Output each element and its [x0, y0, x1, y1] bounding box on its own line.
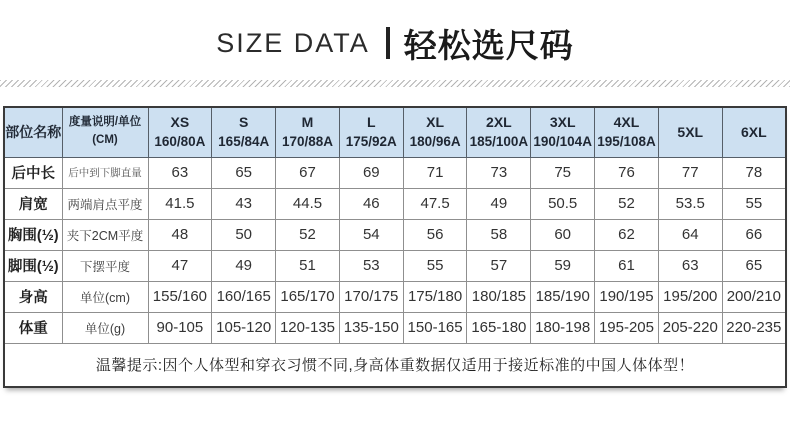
value-cell: 90-105 [148, 312, 212, 343]
size-table-body [4, 157, 786, 343]
value-cell: 41.5 [148, 188, 212, 219]
hatch-divider [0, 80, 790, 87]
title-en: SIZE DATA [216, 27, 370, 58]
value-cell: 150-165 [403, 312, 467, 343]
value-cell: 43 [212, 188, 276, 219]
value-cell: 185/190 [531, 281, 595, 312]
size-col-header: XL 180/96A [403, 107, 467, 157]
row-desc: 单位(cm) [62, 281, 148, 312]
value-cell: 62 [595, 219, 659, 250]
notice-row [4, 343, 786, 387]
size-col-header: M 170/88A [276, 107, 340, 157]
value-cell: 76 [595, 157, 659, 188]
value-cell: 77 [658, 157, 722, 188]
notice-text: 温馨提示:因个人体型和穿衣习惯不同,身高体重数据仅适用于接近标准的中国人体体型！ [4, 343, 786, 387]
value-cell: 47 [148, 250, 212, 281]
row-label: 肩宽 [4, 188, 62, 219]
value-cell: 155/160 [148, 281, 212, 312]
row-label: 体重 [4, 312, 62, 343]
value-cell: 53 [339, 250, 403, 281]
size-col-header: S 165/84A [212, 107, 276, 157]
value-cell: 49 [212, 250, 276, 281]
value-cell: 50.5 [531, 188, 595, 219]
value-cell: 49 [467, 188, 531, 219]
value-cell: 160/165 [212, 281, 276, 312]
value-cell: 205-220 [658, 312, 722, 343]
table-row [4, 281, 786, 312]
value-cell: 165/170 [276, 281, 340, 312]
measure-header-line1: 度量说明/单位 [68, 116, 142, 129]
value-cell: 64 [658, 219, 722, 250]
size-col-header: 6XL [722, 107, 786, 157]
value-cell: 180/185 [467, 281, 531, 312]
row-desc: 单位(g) [62, 312, 148, 343]
value-cell: 46 [339, 188, 403, 219]
value-cell: 47.5 [403, 188, 467, 219]
row-label: 脚围(½) [4, 250, 62, 281]
value-cell: 54 [339, 219, 403, 250]
value-cell: 53.5 [658, 188, 722, 219]
value-cell: 51 [276, 250, 340, 281]
table-row [4, 157, 786, 188]
page-header [0, 0, 790, 76]
value-cell: 55 [403, 250, 467, 281]
value-cell: 67 [276, 157, 340, 188]
title-divider-bar [386, 27, 390, 59]
value-cell: 120-135 [276, 312, 340, 343]
value-cell: 73 [467, 157, 531, 188]
value-cell: 190/195 [595, 281, 659, 312]
size-col-header: 3XL 190/104A [531, 107, 595, 157]
table-row [4, 250, 786, 281]
corner-header: 部位名称 [4, 107, 62, 157]
row-desc: 后中到下脚直量 [62, 157, 148, 188]
value-cell: 71 [403, 157, 467, 188]
value-cell: 195/200 [658, 281, 722, 312]
size-col-header: XS 160/80A [148, 107, 212, 157]
value-cell: 170/175 [339, 281, 403, 312]
measure-header-line2: (CM) [92, 134, 118, 147]
value-cell: 65 [722, 250, 786, 281]
value-cell: 50 [212, 219, 276, 250]
table-row [4, 219, 786, 250]
value-cell: 56 [403, 219, 467, 250]
row-desc: 两端肩点平度 [62, 188, 148, 219]
value-cell: 180-198 [531, 312, 595, 343]
value-cell: 195-205 [595, 312, 659, 343]
value-cell: 175/180 [403, 281, 467, 312]
size-col-header: 2XL 185/100A [467, 107, 531, 157]
value-cell: 57 [467, 250, 531, 281]
value-cell: 55 [722, 188, 786, 219]
page-title: 轻松选尺码 [403, 26, 574, 64]
value-cell: 58 [467, 219, 531, 250]
table-row [4, 188, 786, 219]
value-cell: 52 [595, 188, 659, 219]
value-cell: 65 [212, 157, 276, 188]
row-label: 身高 [4, 281, 62, 312]
value-cell: 52 [276, 219, 340, 250]
value-cell: 220-235 [722, 312, 786, 343]
value-cell: 200/210 [722, 281, 786, 312]
value-cell: 69 [339, 157, 403, 188]
row-label: 后中长 [4, 157, 62, 188]
value-cell: 75 [531, 157, 595, 188]
value-cell: 48 [148, 219, 212, 250]
size-col-header: 4XL 195/108A [595, 107, 659, 157]
value-cell: 105-120 [212, 312, 276, 343]
row-desc: 夹下2CM平度 [62, 219, 148, 250]
value-cell: 165-180 [467, 312, 531, 343]
row-desc: 下摆平度 [62, 250, 148, 281]
value-cell: 78 [722, 157, 786, 188]
value-cell: 63 [658, 250, 722, 281]
size-header-row [4, 107, 786, 157]
value-cell: 135-150 [339, 312, 403, 343]
value-cell: 44.5 [276, 188, 340, 219]
row-label: 胸围(½) [4, 219, 62, 250]
size-col-header: 5XL [658, 107, 722, 157]
size-table [3, 106, 787, 388]
value-cell: 60 [531, 219, 595, 250]
table-row [4, 312, 786, 343]
value-cell: 61 [595, 250, 659, 281]
measure-header [62, 107, 148, 157]
value-cell: 66 [722, 219, 786, 250]
size-col-header: L 175/92A [339, 107, 403, 157]
value-cell: 63 [148, 157, 212, 188]
value-cell: 59 [531, 250, 595, 281]
